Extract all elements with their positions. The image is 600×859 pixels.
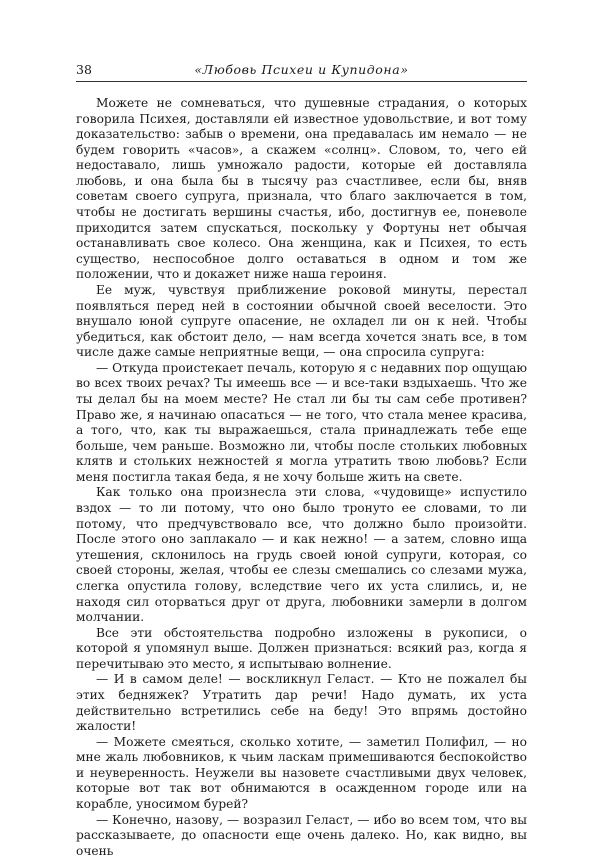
paragraph: Можете не сомневаться, что душевные страдания, о которых говорила Психея, доставляли ей известное удовольствие, и вот тому доказательство: забыв о времени, она предавалась им немало — не будем говорить «часов», а скажем «солнц». Словом, то, чего ей недоставало, лишь умножало радости, которые ей доставляла любовь, и она была бы в тысячу раз счастливее, если бы, вняв советам своего супруга, признала, что благо заключается в том, чтобы не достигать вершины счастья, ибо, достигнув ее, поневоле приходится затем спускаться, поскольку у Фортуны нет обычая останавливать свое колесо. Она женщина, как и Психея, то есть существо, неспособное долго оставаться в одном и том же положении, что и докажет ниже наша героиня. <box>76 96 527 282</box>
paragraph: Ее муж, чувствуя приближение роковой минуты, перестал появляться перед ней в состоянии обычной своей веселости. Это внушало юной супруге опасение, не охладел ли он к ней. Чтобы убедиться, как обстоит дело, — нам всегда хочется знать все, в том числе даже самые неприятные вещи, — она спросила супруга: <box>76 282 527 360</box>
paragraph: — Откуда проистекает печаль, которую я с недавних пор ощущаю во всех твоих речах? Ты имеешь все — и все-таки вздыхаешь. Что же ты делал бы на моем месте? Не стал ли бы ты сам себе противен? Право же, я начинаю опасаться — не того, что стала менее красива, а того, что, как ты выражаешься, стала принадлежать тебе еще больше, чем раньше. Возможно ли, чтобы после стольких любовных клятв и стольких нежностей я могла утратить твою любовь? Если меня постигла такая беда, я не хочу больше жить на свете. <box>76 360 527 484</box>
page-header <box>76 63 527 79</box>
paragraph: — Конечно, назову, — возразил Геласт, — ибо во всем том, что вы рассказываете, до опасности еще очень далеко. Но, как видно, вы очень <box>76 812 527 858</box>
paragraph: Все эти обстоятельства подробно изложены в рукописи, о которой я упомянул выше. Должен признаться: всякий раз, когда я перечитываю это место, я испытываю волнение. <box>76 625 527 671</box>
header-rule <box>76 81 527 82</box>
paragraph: — Можете смеяться, сколько хотите, — заметил Полифил, — но мне жаль любовников, к чьим ласкам примешиваются беспокойство и неуверенность. Неужели вы назовете счастливыми двух человек, которые вот так вот обнимаются в осажденном городе или на корабле, уносимом бурей? <box>76 734 527 812</box>
page-number: 38 <box>76 62 92 77</box>
paragraph: Как только она произнесла эти слова, «чудовище» испустило вздох — то ли потому, что оно было тронуто ее словами, то ли потому, что предчувствовало все, что должно было произойти. После этого оно заплакало — и как нежно! — а затем, словно ища утешения, склонилось на грудь своей юной супруги, которая, со своей стороны, желая, чтобы ее слезы смешались со слезами мужа, слегка опустила голову, вследствие чего их уста слились, и, не находя сил оторваться друг от друга, любовники замерли в долгом молчании. <box>76 485 527 625</box>
body-text <box>76 96 527 859</box>
paragraph: — И в самом деле! — воскликнул Геласт. — Кто не пожалел бы этих бедняжек? Утратить дар речи! Надо думать, их уста действительно встретились себе на беду! Это впрямь достойно жалости! <box>76 672 527 734</box>
running-title: «Любовь Психеи и Купидона» <box>194 62 409 77</box>
